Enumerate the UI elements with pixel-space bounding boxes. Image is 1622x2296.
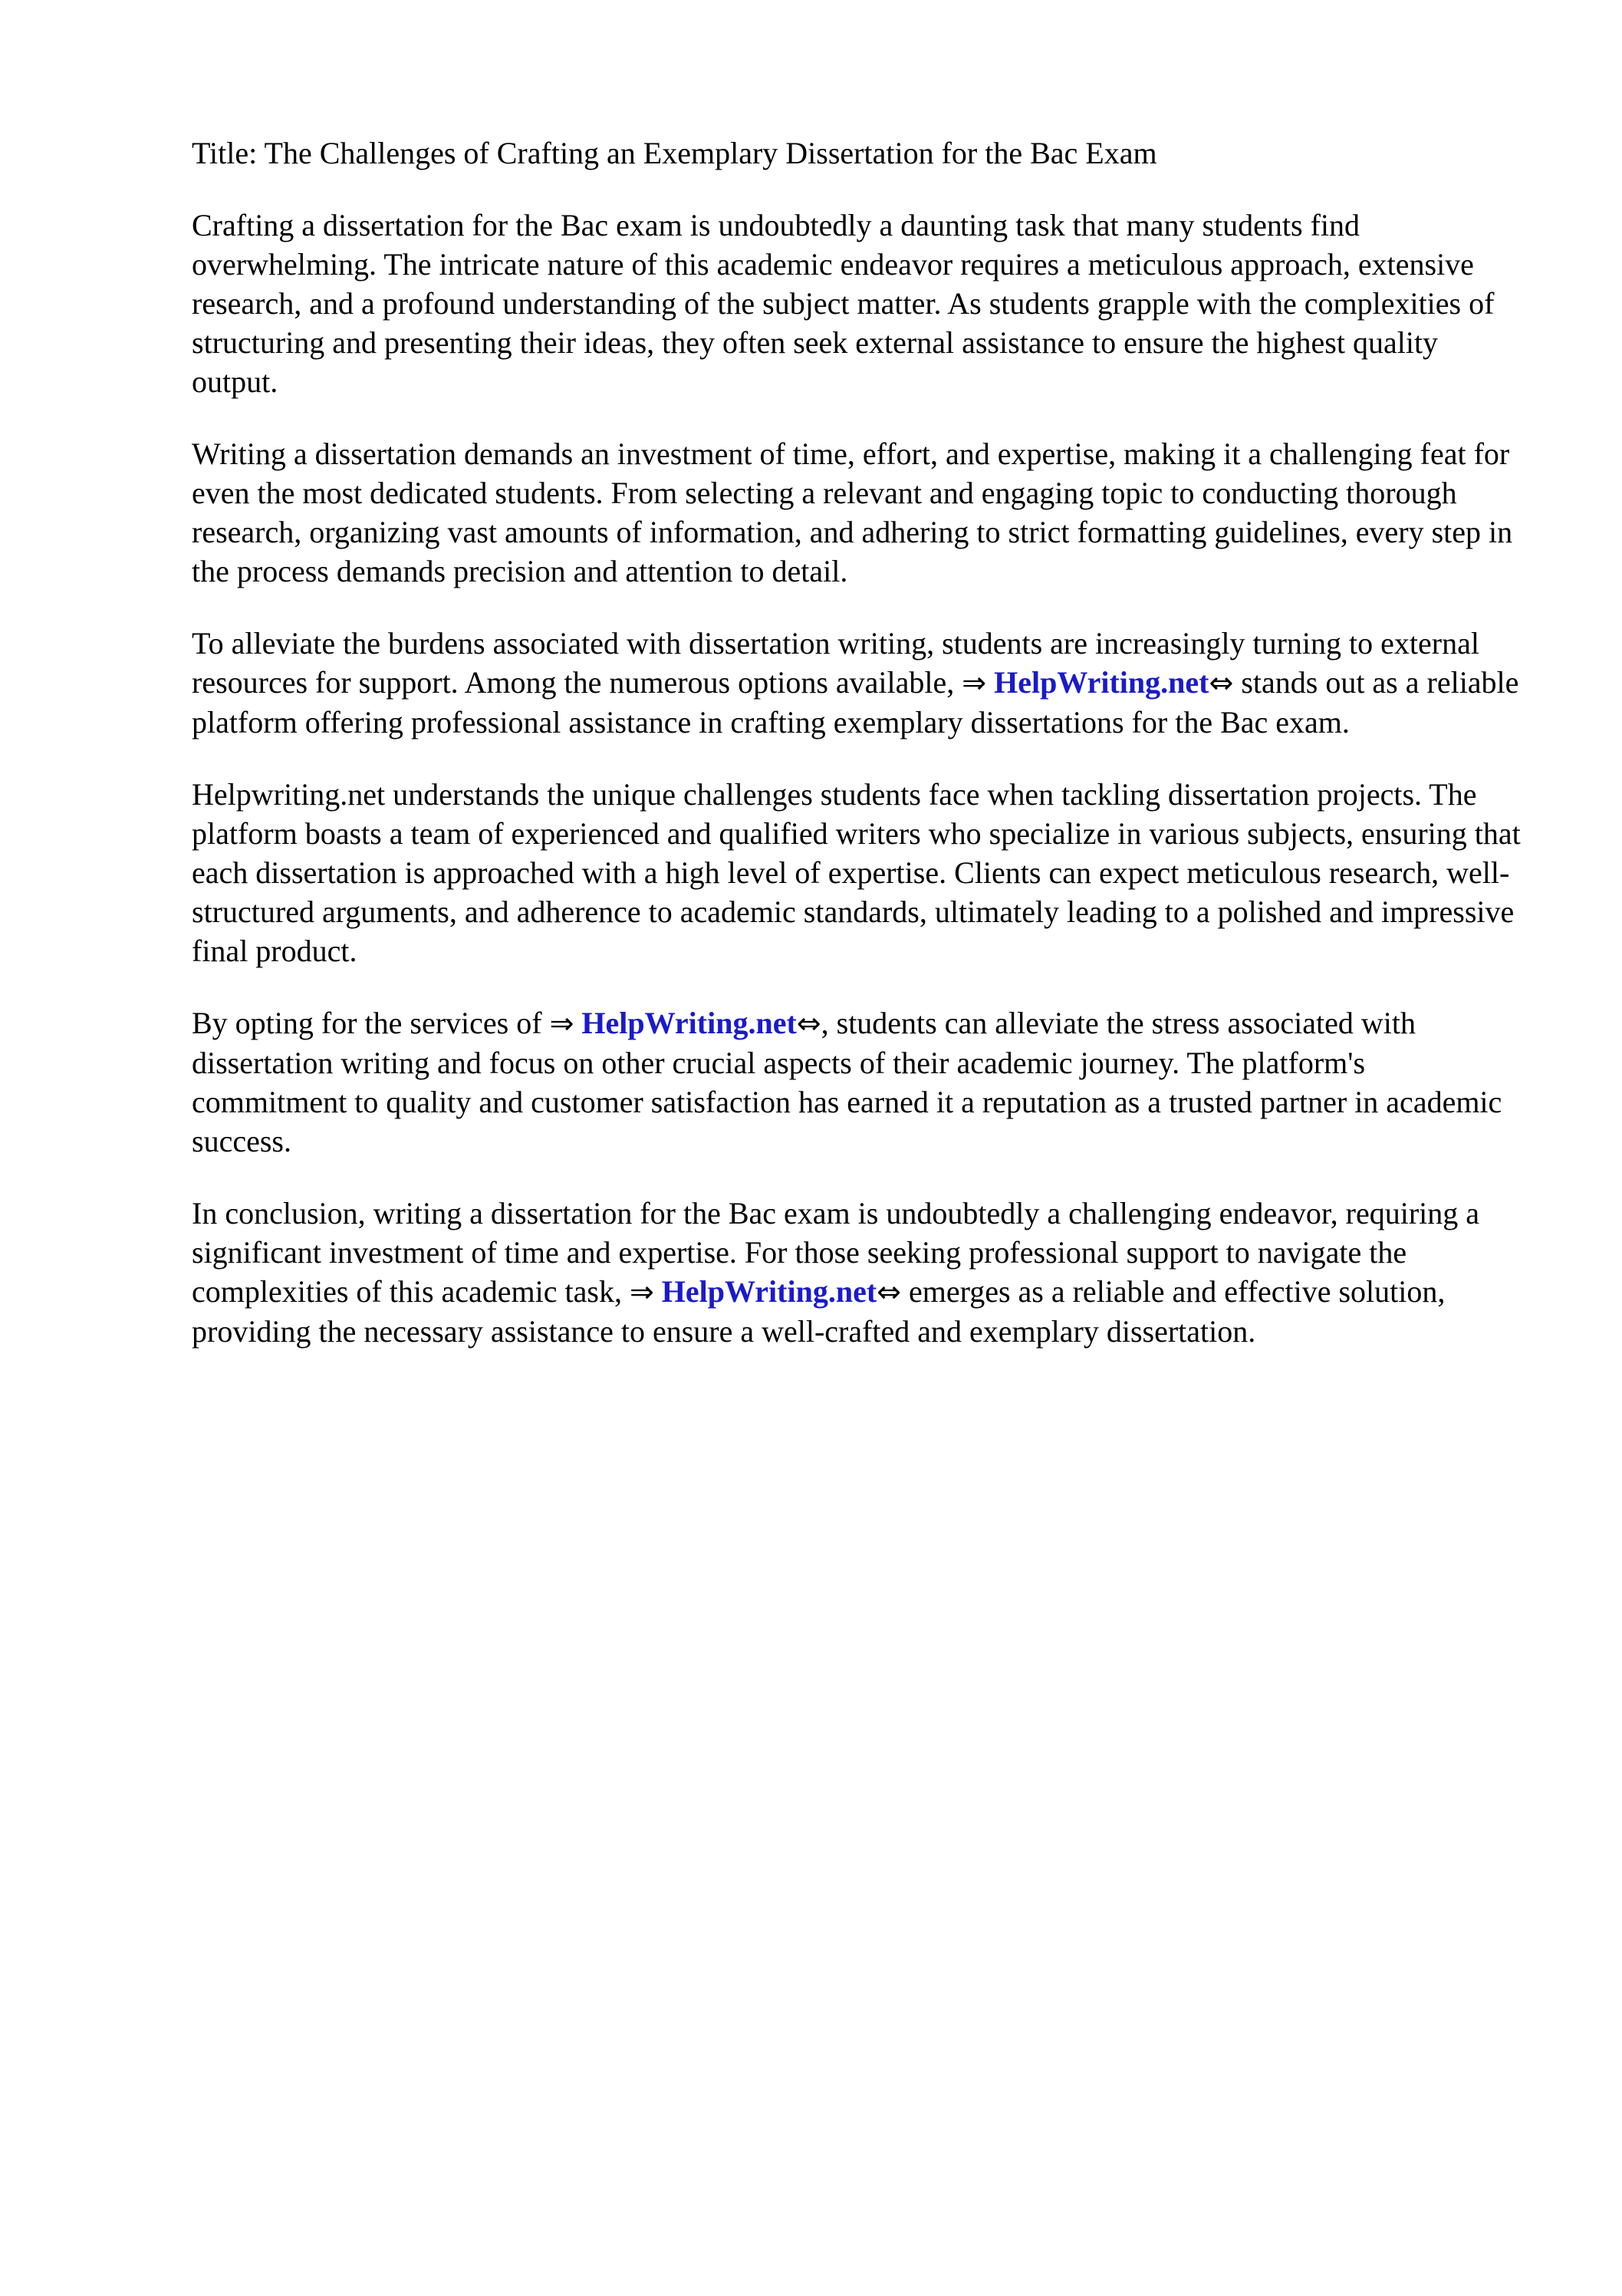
paragraph-helpwriting [192,775,1526,970]
paragraph-conclusion-text-before: In conclusion, writing a dissertation for the Bac exam is undoubtedly a challenging endeavor, requiring a significant investment of time and expertise. For those seeking professional support to navigate the complexities of this academic task, [192,1196,1480,1309]
helpwriting-link[interactable]: HelpWriting.net [994,665,1209,700]
double-arrow-icon: ⇔ [877,1275,901,1309]
paragraph-demands-text: Writing a dissertation demands an investment of time, effort, and expertise, making it a challenging feat for even the most dedicated students. From selecting a relevant and engaging topic to conducting thorough research, organizing vast amounts of information, and adhering to strict formatting guidelines, every step in the process demands precision and attention to detail. [192,436,1513,588]
paragraph-resources-text-after: stands out as a reliable platform offering professional assistance in crafting exemplary dissertations for the Bac exam. [192,665,1519,740]
helpwriting-link[interactable]: HelpWriting.net [581,1006,797,1040]
right-arrow-icon: ⇒ [962,666,987,700]
double-arrow-icon: ⇔ [796,1006,821,1040]
paragraph-conclusion [192,1194,1526,1351]
paragraph-intro [192,206,1526,401]
right-arrow-icon: ⇒ [549,1006,574,1040]
paragraph-services-text-before: By opting for the services of [192,1006,550,1040]
document-title: Title: The Challenges of Crafting an Exemplary Dissertation for the Bac Exam [192,136,1157,170]
helpwriting-link[interactable]: HelpWriting.net [661,1274,877,1309]
double-arrow-icon: ⇔ [1209,666,1234,700]
paragraph-demands [192,434,1526,591]
paragraph-services [192,1003,1526,1161]
paragraph-intro-text: Crafting a dissertation for the Bac exam is undoubtedly a daunting task that many students find overwhelming. The intricate nature of this academic endeavor requires a meticulous approach, extensive research, and a profound understanding of the subject matter. As students grapple with the complexities of structuring and presenting their ideas, they often seek external assistance to ensure the highest quality output. [192,208,1495,399]
paragraph-resources-text-before: To alleviate the burdens associated with dissertation writing, students are increasingly turning to external resources for support. Among the numerous options available, [192,626,1479,700]
paragraph-services-text-after: , students can alleviate the stress associated with dissertation writing and focus on other crucial aspects of their academic journey. The platform's commitment to quality and customer satisfaction has earned it a reputation as a trusted partner in academic success. [192,1006,1502,1158]
paragraph-helpwriting-text: Helpwriting.net understands the unique challenges students face when tackling dissertation projects. The platform boasts a team of experienced and qualified writers who specialize in various subjects, ensuring that each dissertation is approached with a high level of expertise. Clients can expect meticulous research, well-structured arguments, and adherence to academic standards, ultimately leading to a polished and impressive final product. [192,777,1521,968]
document-body [192,133,1526,1384]
right-arrow-icon: ⇒ [629,1275,654,1309]
paragraph-resources [192,624,1526,742]
paragraph-conclusion-text-after: emerges as a reliable and effective solution, providing the necessary assistance to ensure a well-crafted and exemplary dissertation. [192,1274,1446,1349]
